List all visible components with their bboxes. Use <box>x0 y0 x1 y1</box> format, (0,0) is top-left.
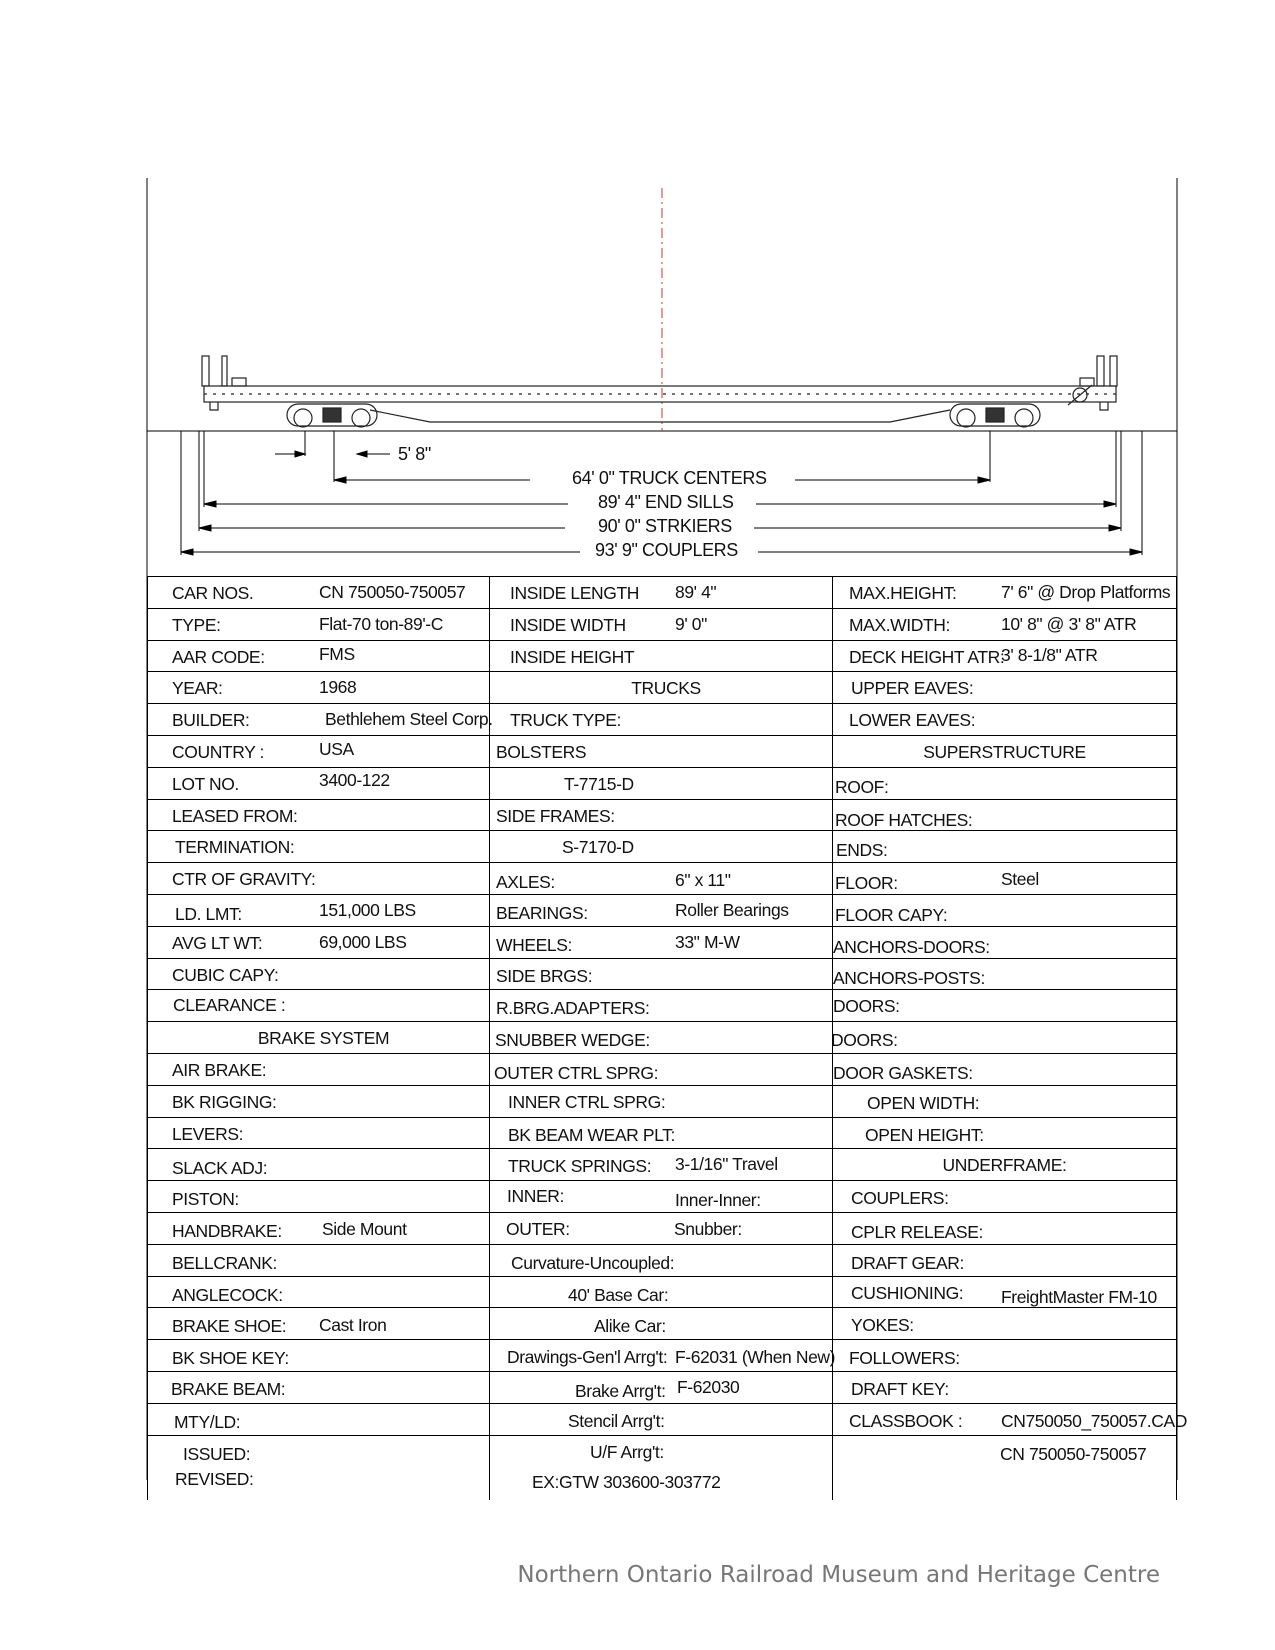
piston-label: PISTON: <box>172 1189 239 1210</box>
table-row <box>147 831 1177 863</box>
draft-gear-label: DRAFT GEAR: <box>851 1252 964 1273</box>
truck-a <box>287 404 377 427</box>
doors-label: DOORS: <box>833 996 900 1017</box>
lot-no-label: LOT NO. <box>172 773 239 794</box>
floor-capy-label: FLOOR CAPY: <box>835 904 948 925</box>
levers-label: LEVERS: <box>172 1123 244 1144</box>
ctr-gravity-label: CTR OF GRAVITY: <box>172 869 316 890</box>
table-row <box>147 1213 1177 1245</box>
anglecock-label: ANGLECOCK: <box>172 1284 283 1305</box>
table-row <box>147 1022 1177 1054</box>
table-row <box>147 1404 1188 1436</box>
inside-length-label: INSIDE LENGTH <box>510 583 639 603</box>
side-brgs-label: SIDE BRGS: <box>496 965 593 986</box>
cushioning-value: FreightMaster FM-10 <box>1001 1286 1157 1307</box>
inside-length-value: 89' 4" <box>675 582 717 602</box>
side-frames-label: SIDE FRAMES: <box>496 805 615 826</box>
deck-height-value: 3' 8-1/8" ATR <box>1001 644 1098 665</box>
outer-ctrl-sprg-label: OUTER CTRL SPRG: <box>494 1062 659 1083</box>
table-row <box>147 1086 1177 1118</box>
table-row <box>147 641 1177 673</box>
followers-label: FOLLOWERS: <box>849 1348 960 1369</box>
brake-system-heading: BRAKE SYSTEM <box>257 1028 390 1049</box>
bk-beam-wear-plt-label: BK BEAM WEAR PLT: <box>508 1124 675 1145</box>
outer-label: OUTER: <box>506 1218 570 1239</box>
handbrake-label: HANDBRAKE: <box>172 1220 282 1241</box>
bellcrank-label: BELLCRANK: <box>172 1252 277 1273</box>
anchors-posts-label: ANCHORS-POSTS: <box>833 967 985 988</box>
brake-arrgt-value: F-62030 <box>677 1376 740 1397</box>
table-row <box>147 863 1177 895</box>
open-height-label: OPEN HEIGHT: <box>865 1124 984 1145</box>
max-height-label: MAX.HEIGHT: <box>849 583 957 603</box>
table-row <box>147 577 1177 609</box>
drawings-gen-value: F-62031 (When New) <box>675 1347 836 1368</box>
table-row <box>147 1308 1177 1340</box>
builder-label: BUILDER: <box>172 710 250 731</box>
avg-lt-wt-value: 69,000 LBS <box>319 931 407 952</box>
upper-eaves-label: UPPER EAVES: <box>851 678 974 699</box>
rbrg-adapters-label: R.BRG.ADAPTERS: <box>496 998 650 1019</box>
lower-eaves-label: LOWER EAVES: <box>849 710 976 731</box>
couplers-dimension: 93' 9" COUPLERS <box>595 540 738 560</box>
ends-label: ENDS: <box>836 840 888 861</box>
car-nos-value: CN 750050-750057 <box>319 582 466 602</box>
table-row <box>147 672 1177 704</box>
doors-label-2: DOORS: <box>831 1030 898 1051</box>
year-label: YEAR: <box>172 678 223 699</box>
issued-label: ISSUED: <box>183 1443 251 1464</box>
table-row <box>147 736 1177 768</box>
car-nos-repeat: CN 750050-750057 <box>1000 1443 1147 1464</box>
table-row <box>147 1277 1177 1309</box>
strikers-dimension: 90' 0" STRKIERS <box>598 516 732 536</box>
table-row <box>147 1118 1177 1150</box>
slack-adj-label: SLACK ADJ: <box>172 1158 268 1179</box>
cplr-release-label: CPLR RELEASE: <box>851 1221 983 1242</box>
table-row <box>147 990 1177 1022</box>
table-row <box>147 800 1177 832</box>
termination-label: TERMINATION: <box>175 837 295 858</box>
specification-table <box>147 576 1188 1500</box>
roof-label: ROOF: <box>835 776 889 797</box>
type-label: TYPE: <box>172 614 221 635</box>
cubic-capy-label: CUBIC CAPY: <box>172 964 279 985</box>
brake-beam-label: BRAKE BEAM: <box>171 1378 286 1399</box>
inside-width-label: INSIDE WIDTH <box>510 614 626 635</box>
brake-arrgt-label: Brake Arrg't: <box>575 1380 666 1401</box>
anchors-doors-label: ANCHORS-DOORS: <box>833 936 990 957</box>
ex-reporting-marks: EX:GTW 303600-303772 <box>532 1471 721 1492</box>
underframe-heading: UNDERFRAME: <box>942 1155 1067 1176</box>
trucks-heading: TRUCKS <box>631 678 701 699</box>
revised-label: REVISED: <box>175 1468 254 1489</box>
table-row <box>147 704 1177 736</box>
door-gaskets-label: DOOR GASKETS: <box>833 1062 973 1083</box>
aar-code-value: FMS <box>319 643 355 664</box>
type-value: Flat-70 ton-89'-C <box>319 613 443 634</box>
country-label: COUNTRY : <box>172 741 265 762</box>
inside-width-value: 9' 0" <box>675 613 707 634</box>
table-row <box>147 609 1177 641</box>
snubber-wedge-label: SNUBBER WEDGE: <box>495 1030 650 1051</box>
classbook-value: CN750050_750057.CAD <box>1001 1410 1188 1431</box>
table-row <box>147 1372 1177 1404</box>
museum-credit: Northern Ontario Railroad Museum and Heritage Centre <box>517 1562 1160 1588</box>
outer-value: Snubber: <box>674 1218 742 1239</box>
lot-no-value: 3400-122 <box>319 769 390 790</box>
mty-ld-label: MTY/LD: <box>174 1411 241 1432</box>
bearings-value: Roller Bearings <box>675 899 789 920</box>
table-row <box>147 1340 1177 1372</box>
truck-b <box>950 404 1040 427</box>
inside-height-label: INSIDE HEIGHT <box>510 646 635 667</box>
bolsters-value: T-7715-D <box>564 773 634 794</box>
axles-value: 6" x 11" <box>675 870 731 891</box>
brake-shoe-value: Cast Iron <box>319 1315 387 1336</box>
car-nos-label: CAR NOS. <box>172 583 254 603</box>
aar-code-label: AAR CODE: <box>172 646 265 667</box>
bk-rigging-label: BK RIGGING: <box>172 1091 277 1112</box>
inner-ctrl-sprg-label: INNER CTRL SPRG: <box>508 1091 666 1112</box>
axle-offset-dimension: 5' 8" <box>398 444 431 464</box>
max-width-label: MAX.WIDTH: <box>849 614 950 635</box>
roof-hatches-label: ROOF HATCHES: <box>835 809 973 830</box>
table-row <box>147 1245 1177 1277</box>
brake-shoe-label: BRAKE SHOE: <box>172 1316 287 1337</box>
bolsters-label: BOLSTERS <box>496 741 587 762</box>
truck-springs-label: TRUCK SPRINGS: <box>508 1156 652 1177</box>
side-frames-value: S-7170-D <box>562 837 634 858</box>
axles-label: AXLES: <box>496 872 555 893</box>
truck-type-label: TRUCK TYPE: <box>510 710 621 731</box>
draft-key-label: DRAFT KEY: <box>851 1378 949 1399</box>
floor-value: Steel <box>1001 869 1039 890</box>
table-row <box>147 927 1177 959</box>
stencil-arrgt-label: Stencil Arrg't: <box>568 1410 665 1431</box>
couplers-label: COUPLERS: <box>851 1188 949 1209</box>
yokes-label: YOKES: <box>851 1315 914 1336</box>
handbrake-value: Side Mount <box>322 1218 407 1239</box>
cushioning-label: CUSHIONING: <box>851 1282 964 1303</box>
ld-lmt-value: 151,000 LBS <box>319 899 416 920</box>
alike-car-label: Alike Car: <box>594 1316 666 1337</box>
base-car-label: 40' Base Car: <box>568 1284 669 1305</box>
bearings-label: BEARINGS: <box>496 902 588 923</box>
wheels-value: 33" M-W <box>675 931 740 952</box>
floor-label: FLOOR: <box>835 873 898 894</box>
table-row <box>147 1436 1177 1500</box>
leased-from-label: LEASED FROM: <box>172 805 298 826</box>
table-row <box>147 1181 1177 1213</box>
max-height-value: 7' 6" @ Drop Platforms <box>1001 582 1171 602</box>
table-row <box>147 1054 1177 1086</box>
deck-height-label: DECK HEIGHT ATR: <box>849 646 1005 667</box>
open-width-label: OPEN WIDTH: <box>867 1092 980 1113</box>
truck-centers-dimension: 64' 0" TRUCK CENTERS <box>572 468 767 488</box>
table-row <box>147 959 1177 991</box>
uf-arrgt-label: U/F Arrg't: <box>590 1441 664 1462</box>
truck-springs-value: 3-1/16" Travel <box>675 1154 778 1175</box>
avg-lt-wt-label: AVG LT WT: <box>172 932 263 953</box>
end-sills-dimension: 89' 4" END SILLS <box>598 492 734 512</box>
inner-label: INNER: <box>507 1186 564 1207</box>
superstructure-heading: SUPERSTRUCTURE <box>923 741 1086 762</box>
classbook-label: CLASSBOOK : <box>849 1410 963 1431</box>
bk-shoe-key-label: BK SHOE KEY: <box>172 1348 289 1369</box>
drawings-gen-label: Drawings-Gen'l Arrg't: <box>507 1347 668 1368</box>
table-row <box>147 895 1177 927</box>
ld-lmt-label: LD. LMT: <box>175 903 242 924</box>
year-value: 1968 <box>319 677 357 698</box>
curvature-label: Curvature-Uncoupled: <box>511 1252 675 1273</box>
table-row <box>147 768 1177 800</box>
builder-value: Bethlehem Steel Corp. <box>325 709 493 730</box>
clearance-label: CLEARANCE : <box>173 995 286 1016</box>
max-width-value: 10' 8" @ 3' 8" ATR <box>1001 613 1137 634</box>
wheels-label: WHEELS: <box>496 934 572 955</box>
air-brake-label: AIR BRAKE: <box>172 1059 267 1080</box>
country-value: USA <box>319 738 354 759</box>
table-row <box>147 1149 1177 1181</box>
inner-value: Inner-Inner: <box>675 1190 761 1211</box>
